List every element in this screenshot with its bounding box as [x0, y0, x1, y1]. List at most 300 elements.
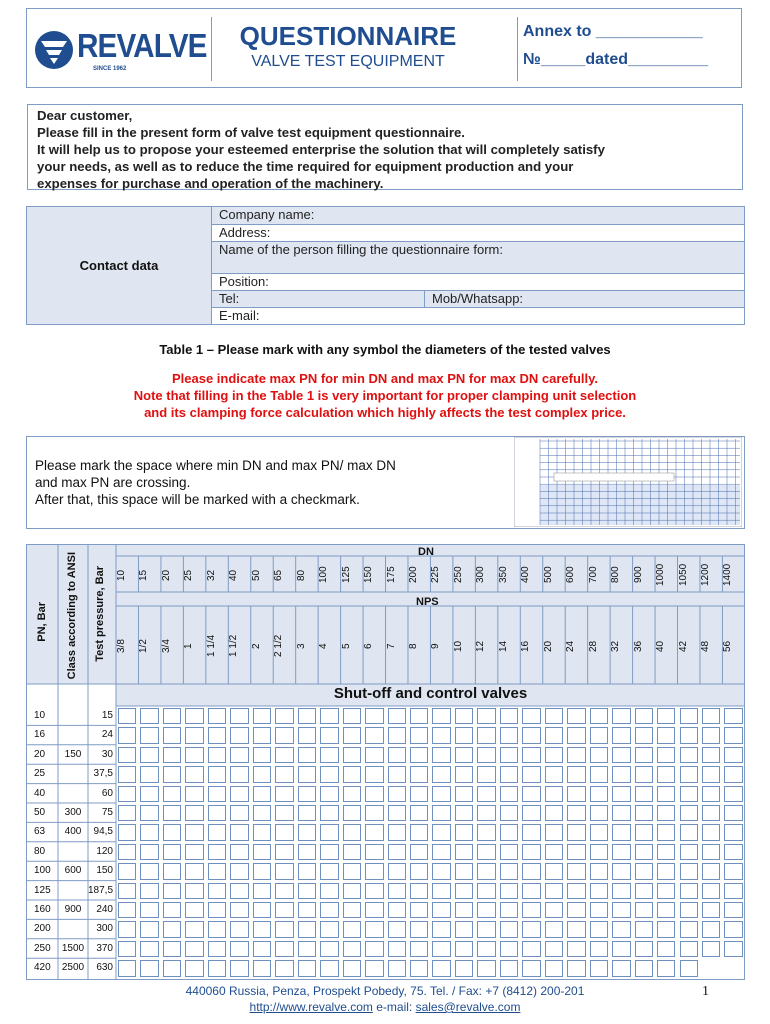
diameter-pressure-checkbox[interactable] — [702, 786, 720, 802]
diameter-pressure-checkbox[interactable] — [275, 786, 293, 802]
diameter-pressure-checkbox[interactable] — [432, 844, 450, 860]
diameter-pressure-checkbox[interactable] — [253, 844, 271, 860]
diameter-pressure-checkbox[interactable] — [724, 883, 742, 899]
diameter-pressure-checkbox[interactable] — [522, 805, 540, 821]
diameter-pressure-checkbox[interactable] — [140, 747, 158, 763]
diameter-pressure-checkbox[interactable] — [208, 766, 226, 782]
diameter-pressure-checkbox[interactable] — [522, 960, 540, 976]
diameter-pressure-checkbox[interactable] — [500, 727, 518, 743]
diameter-pressure-checkbox[interactable] — [680, 747, 698, 763]
diameter-pressure-checkbox[interactable] — [680, 844, 698, 860]
diameter-pressure-checkbox[interactable] — [590, 844, 608, 860]
diameter-pressure-checkbox[interactable] — [635, 863, 653, 879]
diameter-pressure-checkbox[interactable] — [343, 863, 361, 879]
diameter-pressure-checkbox[interactable] — [477, 805, 495, 821]
diameter-pressure-checkbox[interactable] — [230, 883, 248, 899]
diameter-pressure-checkbox[interactable] — [590, 941, 608, 957]
diameter-pressure-checkbox[interactable] — [140, 824, 158, 840]
diameter-pressure-checkbox[interactable] — [477, 941, 495, 957]
diameter-pressure-checkbox[interactable] — [253, 824, 271, 840]
diameter-pressure-checkbox[interactable] — [545, 883, 563, 899]
tel-field[interactable]: Tel: — [212, 291, 424, 308]
diameter-pressure-checkbox[interactable] — [500, 921, 518, 937]
diameter-pressure-checkbox[interactable] — [657, 921, 675, 937]
diameter-pressure-checkbox[interactable] — [230, 708, 248, 724]
diameter-pressure-checkbox[interactable] — [140, 766, 158, 782]
diameter-pressure-checkbox[interactable] — [253, 727, 271, 743]
diameter-pressure-checkbox[interactable] — [567, 747, 585, 763]
position-field[interactable]: Position: — [212, 274, 744, 291]
diameter-pressure-checkbox[interactable] — [724, 708, 742, 724]
diameter-pressure-checkbox[interactable] — [118, 786, 136, 802]
diameter-pressure-checkbox[interactable] — [545, 941, 563, 957]
diameter-pressure-checkbox[interactable] — [635, 805, 653, 821]
diameter-pressure-checkbox[interactable] — [477, 766, 495, 782]
diameter-pressure-checkbox[interactable] — [455, 708, 473, 724]
diameter-pressure-checkbox[interactable] — [702, 941, 720, 957]
diameter-pressure-checkbox[interactable] — [657, 902, 675, 918]
diameter-pressure-checkbox[interactable] — [320, 844, 338, 860]
diameter-pressure-checkbox[interactable] — [477, 844, 495, 860]
diameter-pressure-checkbox[interactable] — [545, 844, 563, 860]
diameter-pressure-checkbox[interactable] — [500, 747, 518, 763]
diameter-pressure-checkbox[interactable] — [657, 708, 675, 724]
diameter-pressure-checkbox[interactable] — [477, 863, 495, 879]
diameter-pressure-checkbox[interactable] — [724, 921, 742, 937]
diameter-pressure-checkbox[interactable] — [680, 960, 698, 976]
diameter-pressure-checkbox[interactable] — [410, 786, 428, 802]
diameter-pressure-checkbox[interactable] — [545, 824, 563, 840]
diameter-pressure-checkbox[interactable] — [702, 747, 720, 763]
diameter-pressure-checkbox[interactable] — [432, 708, 450, 724]
diameter-pressure-checkbox[interactable] — [432, 766, 450, 782]
diameter-pressure-checkbox[interactable] — [455, 786, 473, 802]
diameter-pressure-checkbox[interactable] — [388, 708, 406, 724]
diameter-pressure-checkbox[interactable] — [410, 805, 428, 821]
diameter-pressure-checkbox[interactable] — [320, 883, 338, 899]
diameter-pressure-checkbox[interactable] — [455, 844, 473, 860]
diameter-pressure-checkbox[interactable] — [163, 844, 181, 860]
diameter-pressure-checkbox[interactable] — [320, 863, 338, 879]
diameter-pressure-checkbox[interactable] — [657, 786, 675, 802]
diameter-pressure-checkbox[interactable] — [388, 921, 406, 937]
diameter-pressure-checkbox[interactable] — [388, 747, 406, 763]
diameter-pressure-checkbox[interactable] — [388, 863, 406, 879]
diameter-pressure-checkbox[interactable] — [477, 921, 495, 937]
diameter-pressure-checkbox[interactable] — [275, 960, 293, 976]
diameter-pressure-checkbox[interactable] — [522, 747, 540, 763]
diameter-pressure-checkbox[interactable] — [545, 766, 563, 782]
diameter-pressure-checkbox[interactable] — [185, 708, 203, 724]
diameter-pressure-checkbox[interactable] — [432, 824, 450, 840]
diameter-pressure-checkbox[interactable] — [343, 902, 361, 918]
diameter-pressure-checkbox[interactable] — [208, 960, 226, 976]
diameter-pressure-checkbox[interactable] — [590, 747, 608, 763]
diameter-pressure-checkbox[interactable] — [522, 766, 540, 782]
diameter-pressure-checkbox[interactable] — [567, 805, 585, 821]
diameter-pressure-checkbox[interactable] — [410, 824, 428, 840]
diameter-pressure-checkbox[interactable] — [365, 708, 383, 724]
diameter-pressure-checkbox[interactable] — [185, 824, 203, 840]
diameter-pressure-checkbox[interactable] — [118, 805, 136, 821]
diameter-pressure-checkbox[interactable] — [118, 727, 136, 743]
diameter-pressure-checkbox[interactable] — [455, 960, 473, 976]
company-name-field[interactable]: Company name: — [212, 207, 744, 225]
diameter-pressure-checkbox[interactable] — [680, 883, 698, 899]
diameter-pressure-checkbox[interactable] — [590, 805, 608, 821]
diameter-pressure-checkbox[interactable] — [275, 805, 293, 821]
diameter-pressure-checkbox[interactable] — [208, 844, 226, 860]
diameter-pressure-checkbox[interactable] — [477, 727, 495, 743]
diameter-pressure-checkbox[interactable] — [432, 786, 450, 802]
diameter-pressure-checkbox[interactable] — [230, 941, 248, 957]
diameter-pressure-checkbox[interactable] — [724, 805, 742, 821]
diameter-pressure-checkbox[interactable] — [702, 766, 720, 782]
diameter-pressure-checkbox[interactable] — [410, 863, 428, 879]
diameter-pressure-checkbox[interactable] — [275, 727, 293, 743]
diameter-pressure-checkbox[interactable] — [320, 824, 338, 840]
diameter-pressure-checkbox[interactable] — [680, 941, 698, 957]
diameter-pressure-checkbox[interactable] — [343, 824, 361, 840]
diameter-pressure-checkbox[interactable] — [545, 727, 563, 743]
diameter-pressure-checkbox[interactable] — [545, 805, 563, 821]
diameter-pressure-checkbox[interactable] — [455, 863, 473, 879]
diameter-pressure-checkbox[interactable] — [455, 902, 473, 918]
diameter-pressure-checkbox[interactable] — [343, 883, 361, 899]
diameter-pressure-checkbox[interactable] — [545, 708, 563, 724]
diameter-pressure-checkbox[interactable] — [500, 708, 518, 724]
diameter-pressure-checkbox[interactable] — [343, 805, 361, 821]
diameter-pressure-checkbox[interactable] — [253, 941, 271, 957]
diameter-pressure-checkbox[interactable] — [500, 824, 518, 840]
diameter-pressure-checkbox[interactable] — [500, 844, 518, 860]
diameter-pressure-checkbox[interactable] — [612, 747, 630, 763]
diameter-pressure-checkbox[interactable] — [724, 727, 742, 743]
diameter-pressure-checkbox[interactable] — [567, 863, 585, 879]
diameter-pressure-checkbox[interactable] — [275, 708, 293, 724]
diameter-pressure-checkbox[interactable] — [432, 805, 450, 821]
diameter-pressure-checkbox[interactable] — [567, 902, 585, 918]
diameter-pressure-checkbox[interactable] — [275, 941, 293, 957]
diameter-pressure-checkbox[interactable] — [365, 824, 383, 840]
diameter-pressure-checkbox[interactable] — [590, 824, 608, 840]
diameter-pressure-checkbox[interactable] — [343, 727, 361, 743]
diameter-pressure-checkbox[interactable] — [230, 766, 248, 782]
diameter-pressure-checkbox[interactable] — [365, 727, 383, 743]
diameter-pressure-checkbox[interactable] — [118, 844, 136, 860]
diameter-pressure-checkbox[interactable] — [545, 747, 563, 763]
diameter-pressure-checkbox[interactable] — [612, 941, 630, 957]
diameter-pressure-checkbox[interactable] — [635, 921, 653, 937]
diameter-pressure-checkbox[interactable] — [702, 844, 720, 860]
diameter-pressure-checkbox[interactable] — [320, 960, 338, 976]
diameter-pressure-checkbox[interactable] — [724, 747, 742, 763]
diameter-pressure-checkbox[interactable] — [140, 708, 158, 724]
diameter-pressure-checkbox[interactable] — [635, 708, 653, 724]
diameter-pressure-checkbox[interactable] — [185, 863, 203, 879]
diameter-pressure-checkbox[interactable] — [230, 863, 248, 879]
diameter-pressure-checkbox[interactable] — [118, 747, 136, 763]
diameter-pressure-checkbox[interactable] — [298, 902, 316, 918]
diameter-pressure-checkbox[interactable] — [320, 708, 338, 724]
diameter-pressure-checkbox[interactable] — [118, 708, 136, 724]
diameter-pressure-checkbox[interactable] — [365, 747, 383, 763]
diameter-pressure-checkbox[interactable] — [522, 883, 540, 899]
diameter-pressure-checkbox[interactable] — [590, 960, 608, 976]
diameter-pressure-checkbox[interactable] — [455, 727, 473, 743]
diameter-pressure-checkbox[interactable] — [455, 805, 473, 821]
mob-whatsapp-field[interactable]: Mob/Whatsapp: — [424, 291, 744, 308]
diameter-pressure-checkbox[interactable] — [140, 921, 158, 937]
diameter-pressure-checkbox[interactable] — [365, 863, 383, 879]
diameter-pressure-checkbox[interactable] — [545, 863, 563, 879]
diameter-pressure-checkbox[interactable] — [118, 883, 136, 899]
diameter-pressure-checkbox[interactable] — [230, 805, 248, 821]
diameter-pressure-checkbox[interactable] — [612, 883, 630, 899]
diameter-pressure-checkbox[interactable] — [275, 766, 293, 782]
diameter-pressure-checkbox[interactable] — [635, 883, 653, 899]
diameter-pressure-checkbox[interactable] — [500, 786, 518, 802]
diameter-pressure-checkbox[interactable] — [635, 727, 653, 743]
diameter-pressure-checkbox[interactable] — [590, 766, 608, 782]
diameter-pressure-checkbox[interactable] — [635, 786, 653, 802]
diameter-pressure-checkbox[interactable] — [545, 786, 563, 802]
diameter-pressure-checkbox[interactable] — [253, 747, 271, 763]
diameter-pressure-checkbox[interactable] — [253, 902, 271, 918]
diameter-pressure-checkbox[interactable] — [185, 960, 203, 976]
diameter-pressure-checkbox[interactable] — [365, 844, 383, 860]
diameter-pressure-checkbox[interactable] — [500, 863, 518, 879]
diameter-pressure-checkbox[interactable] — [567, 786, 585, 802]
diameter-pressure-checkbox[interactable] — [253, 786, 271, 802]
diameter-pressure-checkbox[interactable] — [208, 863, 226, 879]
diameter-pressure-checkbox[interactable] — [298, 727, 316, 743]
diameter-pressure-checkbox[interactable] — [680, 727, 698, 743]
diameter-pressure-checkbox[interactable] — [500, 902, 518, 918]
diameter-pressure-checkbox[interactable] — [545, 921, 563, 937]
diameter-pressure-checkbox[interactable] — [522, 921, 540, 937]
diameter-pressure-checkbox[interactable] — [388, 786, 406, 802]
diameter-pressure-checkbox[interactable] — [410, 727, 428, 743]
diameter-pressure-checkbox[interactable] — [477, 786, 495, 802]
diameter-pressure-checkbox[interactable] — [567, 941, 585, 957]
diameter-pressure-checkbox[interactable] — [522, 844, 540, 860]
diameter-pressure-checkbox[interactable] — [320, 727, 338, 743]
diameter-pressure-checkbox[interactable] — [208, 883, 226, 899]
diameter-pressure-checkbox[interactable] — [253, 766, 271, 782]
diameter-pressure-checkbox[interactable] — [567, 960, 585, 976]
diameter-pressure-checkbox[interactable] — [680, 805, 698, 821]
diameter-pressure-checkbox[interactable] — [163, 824, 181, 840]
diameter-pressure-checkbox[interactable] — [388, 941, 406, 957]
diameter-pressure-checkbox[interactable] — [298, 747, 316, 763]
diameter-pressure-checkbox[interactable] — [680, 863, 698, 879]
diameter-pressure-checkbox[interactable] — [657, 844, 675, 860]
diameter-pressure-checkbox[interactable] — [185, 883, 203, 899]
diameter-pressure-checkbox[interactable] — [388, 766, 406, 782]
diameter-pressure-checkbox[interactable] — [432, 921, 450, 937]
diameter-pressure-checkbox[interactable] — [500, 960, 518, 976]
diameter-pressure-checkbox[interactable] — [432, 960, 450, 976]
diameter-pressure-checkbox[interactable] — [477, 824, 495, 840]
diameter-pressure-checkbox[interactable] — [275, 844, 293, 860]
diameter-pressure-checkbox[interactable] — [118, 902, 136, 918]
diameter-pressure-checkbox[interactable] — [298, 805, 316, 821]
diameter-pressure-checkbox[interactable] — [522, 941, 540, 957]
diameter-pressure-checkbox[interactable] — [657, 941, 675, 957]
diameter-pressure-checkbox[interactable] — [118, 921, 136, 937]
diameter-pressure-checkbox[interactable] — [657, 766, 675, 782]
diameter-pressure-checkbox[interactable] — [590, 863, 608, 879]
diameter-pressure-checkbox[interactable] — [253, 883, 271, 899]
diameter-pressure-checkbox[interactable] — [163, 902, 181, 918]
diameter-pressure-checkbox[interactable] — [612, 921, 630, 937]
diameter-pressure-checkbox[interactable] — [208, 902, 226, 918]
diameter-pressure-checkbox[interactable] — [230, 921, 248, 937]
diameter-pressure-checkbox[interactable] — [253, 921, 271, 937]
diameter-pressure-checkbox[interactable] — [185, 844, 203, 860]
diameter-pressure-checkbox[interactable] — [657, 805, 675, 821]
diameter-pressure-checkbox[interactable] — [612, 863, 630, 879]
diameter-pressure-checkbox[interactable] — [702, 805, 720, 821]
diameter-pressure-checkbox[interactable] — [388, 883, 406, 899]
address-field[interactable]: Address: — [212, 225, 744, 242]
diameter-pressure-checkbox[interactable] — [724, 786, 742, 802]
diameter-pressure-checkbox[interactable] — [343, 708, 361, 724]
diameter-pressure-checkbox[interactable] — [612, 727, 630, 743]
diameter-pressure-checkbox[interactable] — [118, 941, 136, 957]
diameter-pressure-checkbox[interactable] — [365, 960, 383, 976]
diameter-pressure-checkbox[interactable] — [163, 883, 181, 899]
diameter-pressure-checkbox[interactable] — [724, 941, 742, 957]
diameter-pressure-checkbox[interactable] — [410, 883, 428, 899]
diameter-pressure-checkbox[interactable] — [410, 708, 428, 724]
diameter-pressure-checkbox[interactable] — [612, 844, 630, 860]
diameter-pressure-checkbox[interactable] — [298, 766, 316, 782]
diameter-pressure-checkbox[interactable] — [590, 786, 608, 802]
diameter-pressure-checkbox[interactable] — [343, 960, 361, 976]
diameter-pressure-checkbox[interactable] — [702, 883, 720, 899]
diameter-pressure-checkbox[interactable] — [230, 786, 248, 802]
diameter-pressure-checkbox[interactable] — [657, 960, 675, 976]
diameter-pressure-checkbox[interactable] — [365, 766, 383, 782]
diameter-pressure-checkbox[interactable] — [388, 844, 406, 860]
diameter-pressure-checkbox[interactable] — [455, 747, 473, 763]
diameter-pressure-checkbox[interactable] — [680, 902, 698, 918]
diameter-pressure-checkbox[interactable] — [612, 824, 630, 840]
diameter-pressure-checkbox[interactable] — [567, 708, 585, 724]
diameter-pressure-checkbox[interactable] — [140, 786, 158, 802]
diameter-pressure-checkbox[interactable] — [477, 708, 495, 724]
diameter-pressure-checkbox[interactable] — [118, 863, 136, 879]
diameter-pressure-checkbox[interactable] — [163, 960, 181, 976]
diameter-pressure-checkbox[interactable] — [185, 727, 203, 743]
diameter-pressure-checkbox[interactable] — [567, 824, 585, 840]
diameter-pressure-checkbox[interactable] — [724, 766, 742, 782]
email-link[interactable]: sales@revalve.com — [415, 1000, 521, 1014]
diameter-pressure-checkbox[interactable] — [163, 805, 181, 821]
diameter-pressure-checkbox[interactable] — [320, 766, 338, 782]
diameter-pressure-checkbox[interactable] — [343, 786, 361, 802]
diameter-pressure-checkbox[interactable] — [522, 902, 540, 918]
diameter-pressure-checkbox[interactable] — [500, 883, 518, 899]
diameter-pressure-checkbox[interactable] — [410, 902, 428, 918]
diameter-pressure-checkbox[interactable] — [545, 960, 563, 976]
diameter-pressure-checkbox[interactable] — [208, 805, 226, 821]
person-name-field[interactable]: Name of the person filling the questionnaire form: — [212, 242, 744, 274]
diameter-pressure-checkbox[interactable] — [680, 766, 698, 782]
diameter-pressure-checkbox[interactable] — [140, 844, 158, 860]
diameter-pressure-checkbox[interactable] — [298, 960, 316, 976]
diameter-pressure-checkbox[interactable] — [680, 921, 698, 937]
diameter-pressure-checkbox[interactable] — [163, 727, 181, 743]
diameter-pressure-checkbox[interactable] — [702, 921, 720, 937]
diameter-pressure-checkbox[interactable] — [410, 844, 428, 860]
diameter-pressure-checkbox[interactable] — [275, 902, 293, 918]
diameter-pressure-checkbox[interactable] — [702, 824, 720, 840]
diameter-pressure-checkbox[interactable] — [298, 921, 316, 937]
diameter-pressure-checkbox[interactable] — [635, 902, 653, 918]
diameter-pressure-checkbox[interactable] — [208, 708, 226, 724]
diameter-pressure-checkbox[interactable] — [612, 708, 630, 724]
diameter-pressure-checkbox[interactable] — [455, 883, 473, 899]
diameter-pressure-checkbox[interactable] — [567, 844, 585, 860]
diameter-pressure-checkbox[interactable] — [388, 824, 406, 840]
diameter-pressure-checkbox[interactable] — [298, 941, 316, 957]
diameter-pressure-checkbox[interactable] — [163, 786, 181, 802]
diameter-pressure-checkbox[interactable] — [567, 883, 585, 899]
diameter-pressure-checkbox[interactable] — [275, 921, 293, 937]
diameter-pressure-checkbox[interactable] — [657, 883, 675, 899]
email-field[interactable]: E-mail: — [219, 308, 260, 323]
diameter-pressure-checkbox[interactable] — [343, 941, 361, 957]
diameter-pressure-checkbox[interactable] — [275, 883, 293, 899]
diameter-pressure-checkbox[interactable] — [343, 766, 361, 782]
diameter-pressure-checkbox[interactable] — [522, 786, 540, 802]
diameter-pressure-checkbox[interactable] — [230, 844, 248, 860]
diameter-pressure-checkbox[interactable] — [140, 902, 158, 918]
diameter-pressure-checkbox[interactable] — [185, 766, 203, 782]
diameter-pressure-checkbox[interactable] — [432, 747, 450, 763]
diameter-pressure-checkbox[interactable] — [612, 786, 630, 802]
diameter-pressure-checkbox[interactable] — [455, 824, 473, 840]
diameter-pressure-checkbox[interactable] — [230, 824, 248, 840]
diameter-pressure-checkbox[interactable] — [522, 727, 540, 743]
diameter-pressure-checkbox[interactable] — [680, 786, 698, 802]
diameter-pressure-checkbox[interactable] — [477, 902, 495, 918]
diameter-pressure-checkbox[interactable] — [208, 921, 226, 937]
diameter-pressure-checkbox[interactable] — [567, 921, 585, 937]
diameter-pressure-checkbox[interactable] — [500, 766, 518, 782]
diameter-pressure-checkbox[interactable] — [410, 766, 428, 782]
diameter-pressure-checkbox[interactable] — [163, 708, 181, 724]
diameter-pressure-checkbox[interactable] — [298, 883, 316, 899]
diameter-pressure-checkbox[interactable] — [298, 824, 316, 840]
diameter-pressure-checkbox[interactable] — [635, 960, 653, 976]
diameter-pressure-checkbox[interactable] — [500, 941, 518, 957]
diameter-pressure-checkbox[interactable] — [230, 960, 248, 976]
diameter-pressure-checkbox[interactable] — [208, 727, 226, 743]
diameter-pressure-checkbox[interactable] — [477, 960, 495, 976]
diameter-pressure-checkbox[interactable] — [118, 960, 136, 976]
diameter-pressure-checkbox[interactable] — [365, 786, 383, 802]
diameter-pressure-checkbox[interactable] — [118, 824, 136, 840]
diameter-pressure-checkbox[interactable] — [410, 941, 428, 957]
diameter-pressure-checkbox[interactable] — [298, 844, 316, 860]
diameter-pressure-checkbox[interactable] — [612, 766, 630, 782]
diameter-pressure-checkbox[interactable] — [612, 960, 630, 976]
diameter-pressure-checkbox[interactable] — [230, 747, 248, 763]
